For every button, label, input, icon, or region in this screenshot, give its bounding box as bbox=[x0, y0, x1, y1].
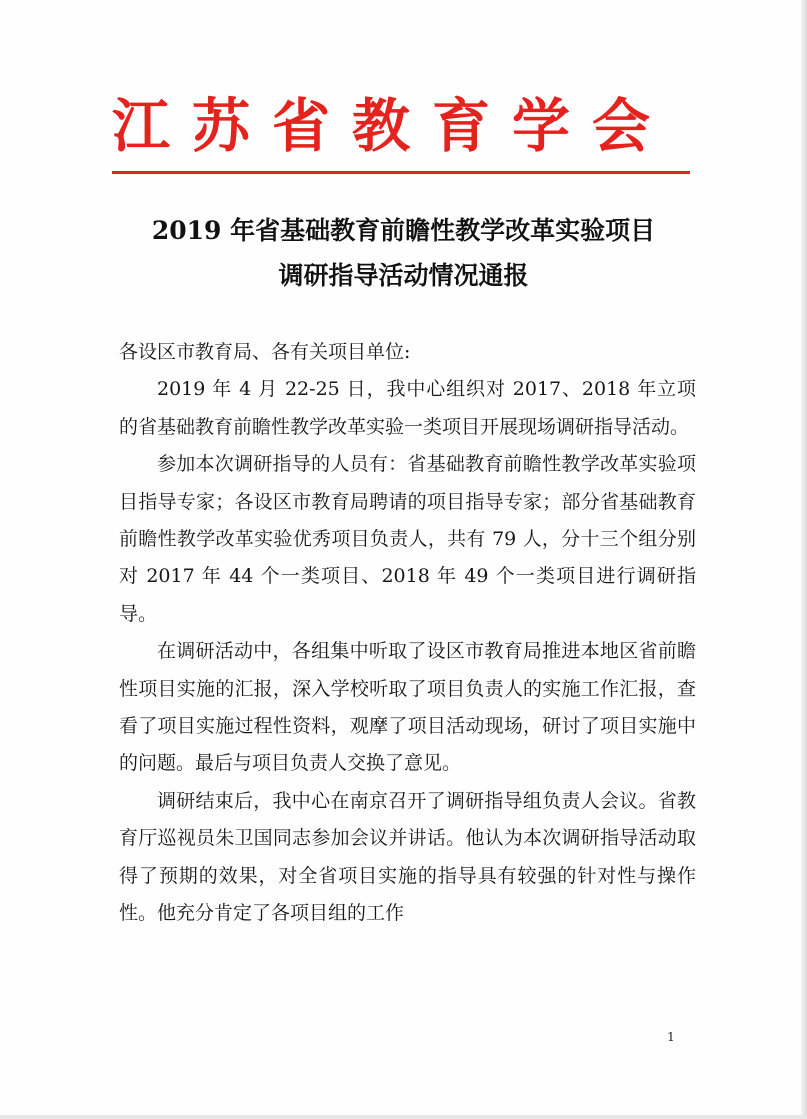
document-body bbox=[119, 334, 696, 933]
body-paragraph-3: 在调研活动中，各组集中听取了设区市教育局推进本地区省前瞻性项目实施的汇报，深入学校听取了项目负责人的实施工作汇报，查看了项目实施过程性资料，观摩了项目活动现场，研讨了项目实施中的问题。最后与项目负责人交换了意见。 bbox=[119, 640, 696, 775]
document-title-line-1: 2019 年省基础教育前瞻性教学改革实验项目 bbox=[151, 216, 656, 245]
body-paragraph-4: 调研结束后，我中心在南京召开了调研指导组负责人会议。省教育厅巡视员朱卫国同志参加会议并讲话。他认为本次调研指导活动取得了预期的效果，对全省项目实施的指导具有较强的针对性与操作性。他充分肯定了各项目组的工作 bbox=[119, 789, 696, 925]
body-paragraph-1: 2019 年 4 月 22-25 日，我中心组织对 2017、2018 年立项的省基础教育前瞻性教学改革实验一类项目开展现场调研指导活动。 bbox=[119, 378, 696, 438]
organization-header: 江苏省教育学会 bbox=[112, 92, 673, 160]
scan-edge-right bbox=[801, 0, 807, 1119]
header-red-rule bbox=[112, 171, 690, 174]
scan-edge-bottom bbox=[0, 1115, 807, 1119]
document-title-line-2: 调研指导活动情况通报 bbox=[278, 261, 529, 290]
page-number: 1 bbox=[667, 1030, 675, 1044]
document-title bbox=[0, 208, 807, 298]
salutation: 各设区市教育局、各有关项目单位: bbox=[119, 341, 411, 363]
body-paragraph-2: 参加本次调研指导的人员有：省基础教育前瞻性教学改革实验项目指导专家；各设区市教育局聘请的项目指导专家；部分省基础教育前瞻性教学改革实验优秀项目负责人，共有 79 人，分十三个组分别对 2017 年 44 个一类项目、2018 年 49 个一类项目进行调研指导。 bbox=[119, 453, 696, 625]
